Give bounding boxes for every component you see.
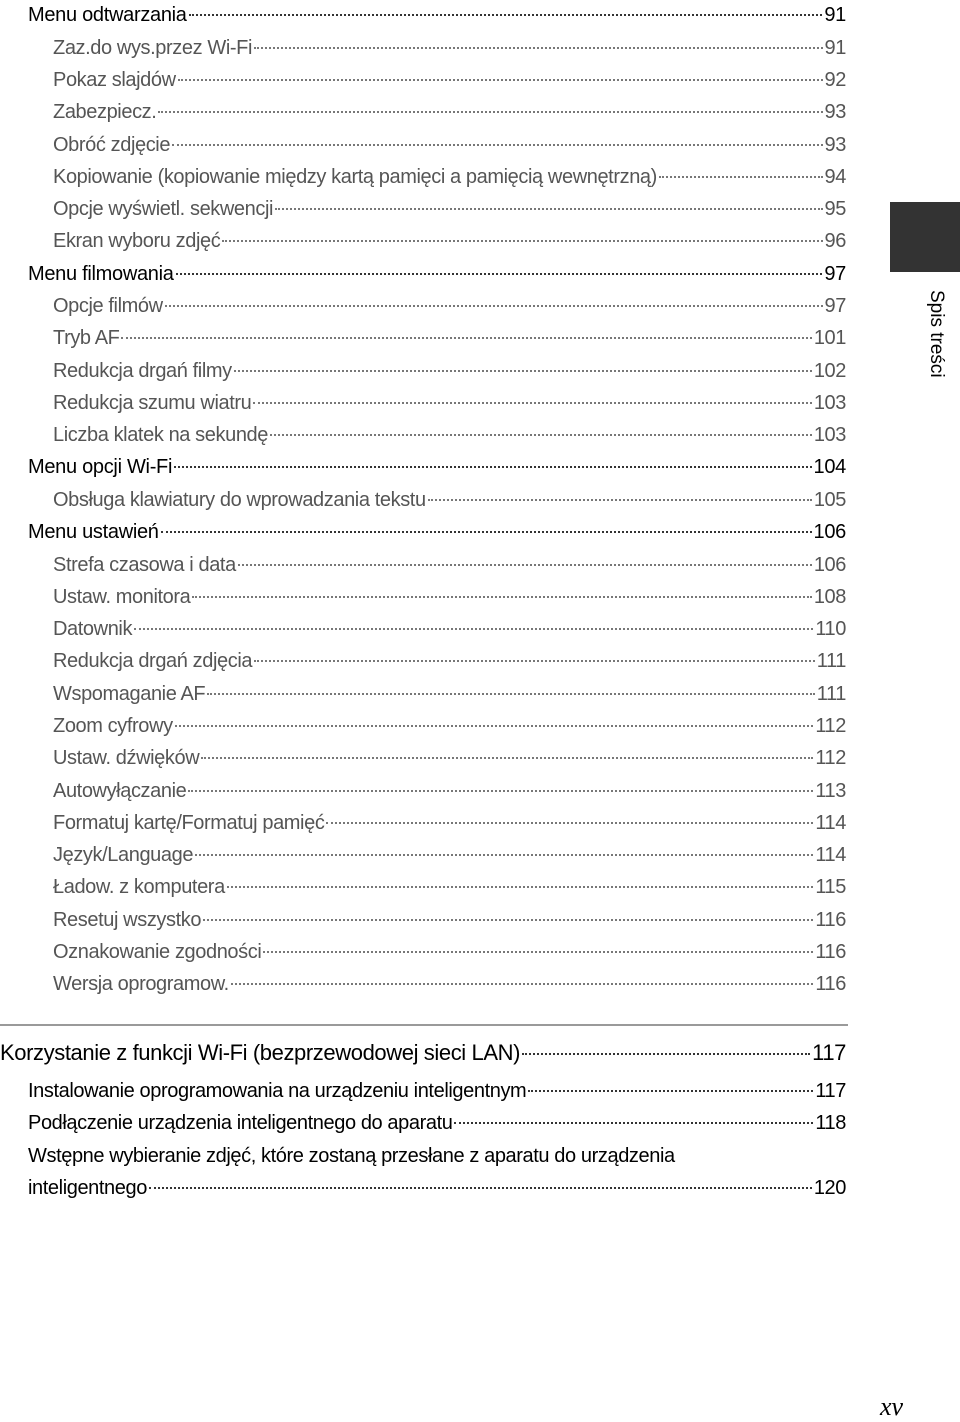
dot-leader	[172, 144, 822, 146]
toc-entry-page: 91	[824, 4, 846, 26]
dot-leader	[231, 983, 813, 985]
dot-leader	[234, 370, 812, 372]
dot-leader	[454, 1122, 813, 1124]
toc-section-heading-wifi[interactable]	[0, 1040, 846, 1066]
toc-entry-page: 91	[824, 37, 846, 59]
dot-leader	[158, 111, 822, 113]
toc-entry[interactable]	[53, 586, 846, 609]
toc-entry-page: 92	[824, 69, 846, 91]
toc-entry[interactable]	[28, 1177, 846, 1200]
toc-entry-label: Menu odtwarzania	[28, 4, 187, 26]
toc-entry-page: 106	[813, 521, 846, 543]
dot-leader	[161, 531, 812, 533]
toc-entry[interactable]	[53, 844, 846, 867]
toc-entry-page: 111	[816, 683, 846, 705]
toc-entry-page: 117	[815, 1080, 846, 1102]
toc-entry[interactable]	[53, 360, 846, 383]
toc-entry-page: 112	[815, 715, 846, 737]
toc-entry-label: Zaz.do wys.przez Wi-Fi	[53, 37, 253, 59]
dot-leader	[522, 1053, 810, 1055]
dot-leader	[659, 176, 823, 178]
toc-entry[interactable]	[53, 683, 846, 706]
toc-entry-label: Wersja oprogramow.	[53, 973, 229, 995]
toc-entry-label: Zoom cyfrowy	[53, 715, 173, 737]
dot-leader	[201, 757, 813, 759]
dot-leader	[326, 822, 813, 824]
chapter-tab	[890, 202, 960, 272]
toc-entry[interactable]	[28, 1112, 846, 1135]
toc-entry-label: Oznakowanie zgodności	[53, 941, 262, 963]
dot-leader	[253, 402, 811, 404]
toc-entry[interactable]	[53, 101, 846, 124]
toc-entry[interactable]	[53, 295, 846, 318]
dot-leader	[263, 951, 813, 953]
toc-entry[interactable]	[53, 392, 846, 415]
section-divider	[0, 1024, 848, 1026]
toc-entry-menu-opcji-wifi[interactable]	[28, 456, 846, 479]
toc-entry-label: Resetuj wszystko	[53, 909, 202, 931]
toc-entry[interactable]	[53, 941, 846, 964]
toc-entry-page: 111	[816, 650, 846, 672]
toc-entry-page: 114	[815, 812, 846, 834]
toc-entry[interactable]	[53, 230, 846, 253]
toc-entry-label: Podłączenie urządzenia inteligentnego do aparatu	[28, 1112, 453, 1134]
toc-entry[interactable]	[53, 973, 846, 996]
toc-entry[interactable]	[53, 554, 846, 577]
toc-entry-page: 97	[824, 263, 846, 285]
toc-entry-page: 115	[815, 876, 846, 898]
dot-leader	[121, 337, 811, 339]
toc-entry-page: 110	[815, 618, 846, 640]
toc-entry-label: Instalowanie oprogramowania na urządzeniu inteligentnym	[28, 1080, 527, 1102]
dot-leader	[149, 1187, 812, 1189]
toc-entry-label: Datownik	[53, 618, 133, 640]
toc-entry-label: inteligentnego	[28, 1177, 147, 1199]
toc-entry[interactable]	[28, 1080, 846, 1103]
dot-leader	[192, 596, 811, 598]
toc-entry-page: 112	[815, 747, 846, 769]
toc-entry-page: 113	[815, 780, 846, 802]
toc-entry-label: Liczba klatek na sekundę	[53, 424, 268, 446]
dot-leader	[254, 47, 823, 49]
toc-entry-page: 116	[815, 909, 846, 931]
dot-leader	[174, 466, 811, 468]
toc-entry-line1[interactable]: Wstępne wybieranie zdjęć, które zostaną przesłane z aparatu do urządzenia	[28, 1145, 675, 1167]
toc-entry-label: Tryb AF	[53, 327, 120, 349]
toc-section-label: Korzystanie z funkcji Wi-Fi (bezprzewodowej sieci LAN)	[0, 1040, 521, 1065]
toc-entry-menu-odtwarzania[interactable]	[28, 4, 846, 27]
toc-entry-page: 103	[813, 424, 846, 446]
toc-entry-page: 102	[813, 360, 846, 382]
dot-leader	[238, 564, 812, 566]
toc-entry[interactable]	[53, 134, 846, 157]
toc-entry-label: Ustaw. dźwięków	[53, 747, 200, 769]
toc-entry-label: Redukcja drgań filmy	[53, 360, 232, 382]
dot-leader	[275, 208, 822, 210]
toc-entry-page: 103	[813, 392, 846, 414]
toc-entry-page: 116	[815, 941, 846, 963]
toc-entry-page: 105	[813, 489, 846, 511]
toc-entry[interactable]	[53, 715, 846, 738]
toc-entry-label: Obróć zdjęcie	[53, 134, 171, 156]
dot-leader	[428, 499, 812, 501]
toc-entry-label: Redukcja szumu wiatru	[53, 392, 252, 414]
toc-entry-label: Język/Language	[53, 844, 194, 866]
dot-leader	[195, 854, 813, 856]
toc-entry-page: 93	[824, 134, 846, 156]
toc-entry-page: 93	[824, 101, 846, 123]
dot-leader	[178, 79, 823, 81]
toc-entry-label: Wspomaganie AF	[53, 683, 206, 705]
toc-entry[interactable]	[53, 69, 846, 92]
toc-entry-page: 94	[824, 166, 846, 188]
toc-entry-label: Autowyłączanie	[53, 780, 187, 802]
toc-entry-label: Obsługa klawiatury do wprowadzania tekstu	[53, 489, 426, 511]
page-number: xv	[880, 1392, 904, 1421]
toc-entry-label: Formatuj kartę/Formatuj pamięć	[53, 812, 325, 834]
dot-leader	[203, 919, 813, 921]
toc-entry-page: 104	[813, 456, 846, 478]
chapter-tab-label: Spis treści	[926, 290, 947, 378]
toc-entry-label: Redukcja drgań zdjęcia	[53, 650, 253, 672]
toc-entry-page: 114	[815, 844, 846, 866]
dot-leader	[175, 725, 814, 727]
toc-entry-page: 108	[813, 586, 846, 608]
toc-entry-page: 95	[824, 198, 846, 220]
toc-entry[interactable]	[53, 166, 846, 189]
dot-leader	[222, 240, 822, 242]
dot-leader	[134, 628, 813, 630]
toc-entry-page: 118	[815, 1112, 846, 1134]
toc-entry-page: 106	[813, 554, 846, 576]
toc-entry[interactable]	[53, 812, 846, 835]
dot-leader	[189, 14, 823, 16]
toc-entry-page: 120	[813, 1177, 846, 1199]
toc-entry-label: Ustaw. monitora	[53, 586, 191, 608]
toc-section-page: 117	[812, 1040, 846, 1065]
toc-entry[interactable]	[53, 909, 846, 932]
toc-entry-label: Ekran wyboru zdjęć	[53, 230, 221, 252]
toc-entry[interactable]	[53, 37, 846, 60]
toc-entry-label: Strefa czasowa i data	[53, 554, 236, 576]
toc-entry-page: 97	[824, 295, 846, 317]
toc-entry-label: Pokaz slajdów	[53, 69, 176, 91]
toc-entry-label: Zabezpiecz.	[53, 101, 157, 123]
toc-entry-menu-ustawien[interactable]	[28, 521, 846, 544]
toc-entry-label: Opcje wyświetl. sekwencji	[53, 198, 274, 220]
dot-leader	[254, 660, 815, 662]
dot-leader	[227, 886, 814, 888]
toc-entry-page: 101	[813, 327, 846, 349]
toc-entry-label: Opcje filmów	[53, 295, 163, 317]
toc-entry-label: Menu ustawień	[28, 521, 159, 543]
toc-entry[interactable]	[53, 650, 846, 673]
dot-leader	[207, 693, 815, 695]
toc-entry[interactable]	[53, 198, 846, 221]
toc-entry-label: Menu opcji Wi-Fi	[28, 456, 173, 478]
toc-entry[interactable]	[53, 876, 846, 899]
toc-entry[interactable]	[53, 424, 846, 447]
dot-leader	[188, 790, 813, 792]
toc-entry[interactable]	[53, 780, 846, 803]
toc-entry[interactable]	[53, 327, 846, 350]
toc-entry[interactable]	[53, 618, 846, 641]
toc-entry[interactable]	[53, 747, 846, 770]
dot-leader	[165, 305, 823, 307]
dot-leader	[270, 434, 812, 436]
dot-leader	[528, 1090, 813, 1092]
toc-entry-label: Ładow. z komputera	[53, 876, 225, 898]
toc-entry-menu-filmowania[interactable]	[28, 263, 846, 286]
dot-leader	[176, 273, 823, 275]
toc-entry-label: Menu filmowania	[28, 263, 174, 285]
toc-entry-page: 116	[815, 973, 846, 995]
toc-entry-label: Kopiowanie (kopiowanie między kartą pamięci a pamięcią wewnętrzną)	[53, 166, 657, 188]
toc-entry-page: 96	[824, 230, 846, 252]
toc-entry[interactable]	[53, 489, 846, 512]
